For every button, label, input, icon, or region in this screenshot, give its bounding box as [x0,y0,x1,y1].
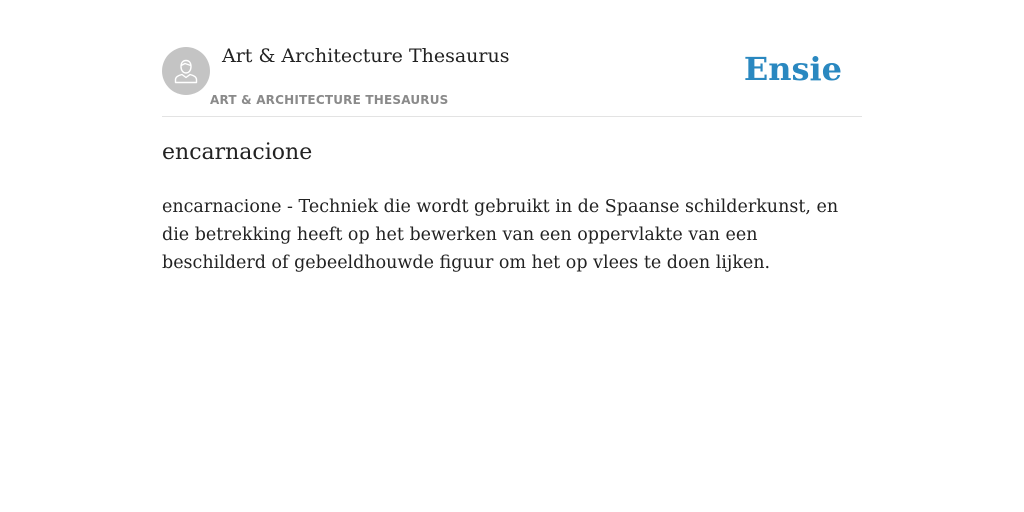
author-name-link[interactable]: Art & Architecture Thesaurus [222,45,510,67]
ensie-logo[interactable]: Ensie [743,50,842,88]
user-icon [171,56,201,86]
header [162,0,862,117]
term-title: encarnacione [162,140,313,165]
source-label-link[interactable]: ART & ARCHITECTURE THESAURUS [210,93,449,107]
avatar[interactable] [162,47,210,95]
definition-text: encarnacione - Techniek die wordt gebruikt in de Spaanse schilderkunst, en die betrekking heeft op het bewerken van een oppervlakte van een beschilderd of gebeeldhouwde figuur om het op vlees te doen lijken. [162,197,839,273]
